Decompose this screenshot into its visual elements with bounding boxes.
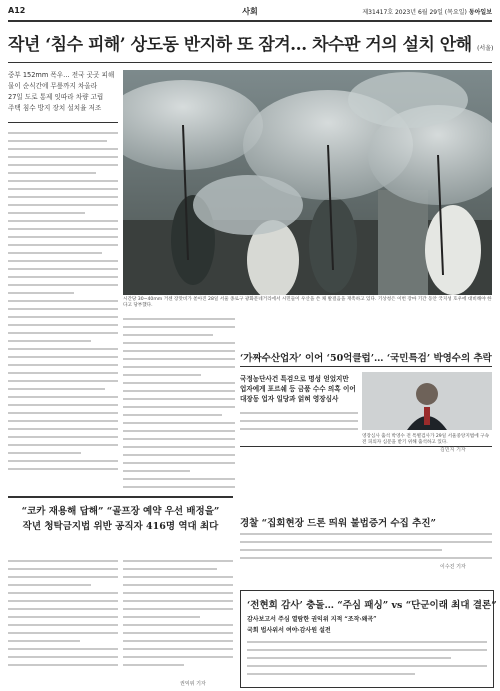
story2-body [240,412,358,436]
deck-line: 27일 도로 통제 잇따라 차량 고립 [8,93,104,101]
box-story-headline-1: ‘전현희 감사’ 충돌… “주심 패싱” vs “단군이래 최대 결론” [247,600,497,611]
region-tag: (서울) [477,45,494,52]
masthead [8,4,492,18]
deck-line: 물이 순식간에 무릎까지 차올라 [8,82,98,90]
rain-umbrella-photo [123,70,492,295]
main-headline-text: 작년 ‘침수 피해’ 상도동 반지하 또 잠겨… 차수판 거의 설치 안해 [8,35,472,55]
deck-rule [8,122,118,123]
story2-photo-caption: 영장심사 출석 박영수 전 특별검사가 29일 서울중앙지법에 구속 전 피의자 심문을 받기 위해 출석하고 있다. [362,434,490,445]
top-rule [8,20,492,22]
quote-story-box [8,496,233,556]
main-body-column-1 [8,132,118,476]
main-headline [8,30,492,55]
park-young-soo-photo [362,372,492,430]
quote-headline-1: “코카 재용해 답해” “골프장 예약 우선 배정을” [21,506,220,517]
page-number: A12 [8,6,26,15]
box-story-headline-3: 국회 법사위서 여야·감사원 설전 [247,627,331,634]
quote-headline [8,504,233,534]
deck-line: 주택 침수 방지 장치 설치율 저조 [8,104,102,112]
box-story [240,590,497,688]
box-story-headline-2: 감사보고서 주심 열람한 권익위 지적 “조작·왜곡” [247,616,377,623]
box-story-body [247,641,487,681]
quote-headline-2: 작년 청탁금지법 위반 공직자 416명 역대 최다 [22,521,219,532]
story3-body [240,533,492,565]
story2-headline: ‘가짜수산업자’ 이어 ‘50억클럽’… ‘국민특검’ 박영수의 추락 [240,353,492,364]
date-info: 제31417호 2023년 6월 29일 (목요일) [362,9,467,16]
story2-byline: 김민지 기자 [440,447,466,453]
main-body-column-2 [123,318,235,494]
summary-line: 업자에게 포르쉐 등 금품 수수 의혹 이어 [240,385,356,393]
paper-name: 동아일보 [468,9,492,16]
main-deck [8,70,118,114]
story2-rule [240,366,492,367]
photo-caption: 시간당 30∼40mm 거센 장맛비가 쏟아진 28일 서울 종로구 광화문네거리에서 시민들이 우산을 쓴 채 발걸음을 재촉하고 있다. 기상청은 이번 장마 기간 동안 국지성 호우에 대비해야 한다고 당부했다. [123,297,492,308]
headline-rule [8,62,492,63]
deck-line: 중부 152mm 폭우… 전국 곳곳 피해 [8,71,115,79]
story3-headline: 경찰 “집회현장 드론 띄워 불법증거 수집 추진” [240,518,436,529]
section-name: 사회 [242,7,258,16]
summary-line: 국정농단사건 특검으로 명성 얻었지만 [240,375,349,383]
quote-story-col-2 [123,560,233,672]
story2-summary [240,374,358,404]
quote-story-col-1 [8,560,118,672]
summary-line: 대장동 업자 일당과 얽혀 영장심사 [240,395,339,403]
quote-byline: 권익위 기자 [180,681,206,687]
story3-byline: 이수진 기자 [440,564,466,570]
issue-info [362,7,492,16]
